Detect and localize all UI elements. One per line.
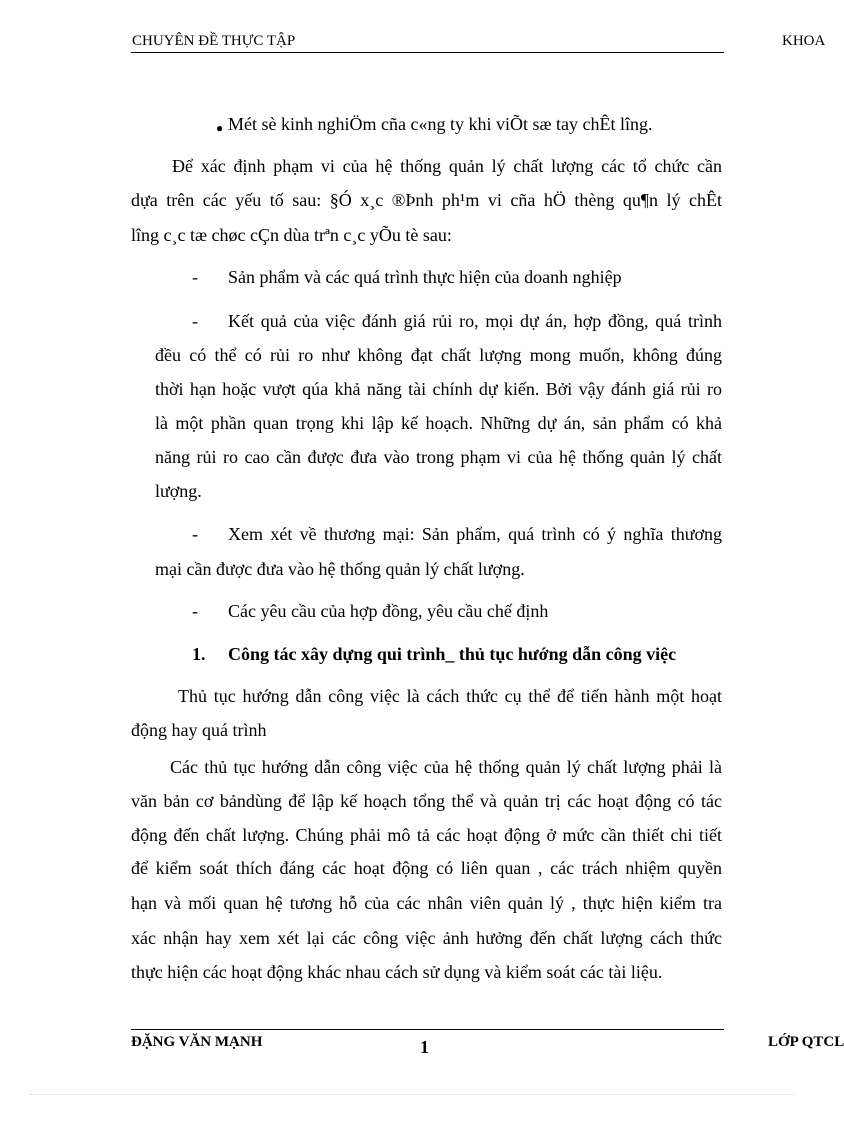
header-title: CHUYÊN ĐỀ THỰC TẬP: [132, 33, 296, 49]
p3-line-2: văn bản cơ bảndùng để lập kế hoạch tổng thể và quản trị các hoạt động có tác: [131, 791, 722, 811]
item3-line-1: Xem xét về thương mại: Sản phẩm, quá trình có ý nghĩa thương: [228, 524, 722, 544]
item2-line-2: đều có thể có rủi ro như không đạt chất lượng mong muốn, không đúng: [155, 345, 722, 365]
item2-line-1: Kết quả của việc đánh giá rủi ro, mọi dự án, hợp đồng, quá trình: [228, 311, 722, 331]
footer-class: LỚP QTCL: [768, 1034, 844, 1050]
footer-author: ĐẶNG VĂN MẠNH: [131, 1034, 263, 1050]
bullet-dot: ●: [216, 121, 224, 135]
section-heading: Công tác xây dựng qui trình_ thủ tục hướng dẫn công việc: [228, 644, 677, 664]
item2-line-5: năng rủi ro cao cần được đưa vào trong phạm vi của hệ thống quản lý chất: [155, 447, 722, 467]
p3-line-7: thực hiện các hoạt động khác nhau cách sử dụng và kiểm soát các tài liệu.: [131, 962, 663, 982]
section-number: 1.: [192, 644, 206, 664]
p1-line-2: dựa trên các yếu tố sau: §Ó x¸c ®Þnh ph¹m vi cña hÖ thèng qu¶n lý chÊt: [131, 190, 722, 210]
item1-text: Sản phẩm và các quá trình thực hiện của doanh nghiệp: [228, 267, 622, 287]
p3-line-3: động đến chất lượng. Chúng phải mô tả các hoạt động ở mức cần thiết chi tiết: [131, 825, 722, 845]
item2-dash: -: [192, 311, 198, 331]
p2-line-1: Thủ tục hướng dẫn công việc là cách thức cụ thể để tiến hành một hoạt: [178, 686, 722, 706]
header-faculty: KHOA: [782, 33, 826, 49]
item3-line-2: mại cần được đưa vào hệ thống quản lý chất lượng.: [155, 559, 525, 579]
p3-line-1: Các thủ tục hướng dẫn công việc của hệ thống quản lý chất lượng phải là: [170, 757, 722, 777]
item2-line-3: thời hạn hoặc vượt qúa khả năng tài chính dự kiến. Bởi vậy đánh giá rủi ro: [155, 379, 722, 399]
item2-line-6: lượng.: [155, 481, 202, 501]
p1-line-3: lîng c¸c tæ chøc cÇn dùa trªn c¸c yÕu tè sau:: [131, 225, 452, 245]
item1-dash: -: [192, 267, 198, 287]
page-edge-dotted-line: [30, 1094, 794, 1095]
p2-line-2: động hay quá trình: [131, 720, 267, 740]
item3-dash: -: [192, 524, 198, 544]
item4-text: Các yêu cầu của hợp đồng, yêu cầu chế định: [228, 601, 549, 621]
footer-rule: [131, 1029, 724, 1030]
header-rule: [131, 52, 724, 53]
p3-line-6: xác nhận hay xem xét lại các công việc ảnh hưởng đến chất lượng cách thức: [131, 928, 722, 948]
item2-line-4: là một phần quan trọng khi lập kế hoạch. Những dự án, sản phẩm có khả: [155, 413, 722, 433]
p1-line-1: Để xác định phạm vi của hệ thống quản lý chất lượng các tổ chức cần: [172, 156, 722, 176]
p3-line-4: để kiểm soát thích đáng các hoạt động có liên quan , các trách nhiệm quyền: [131, 858, 722, 878]
bullet-text: Mét sè kinh nghiÖm cña c«ng ty khi viÕt sæ tay chÊt lîng.: [228, 114, 653, 134]
p3-line-5: hạn và mối quan hệ tương hỗ của các nhân viên quản lý , thực hiện kiểm tra: [131, 893, 722, 913]
item4-dash: -: [192, 601, 198, 621]
page-number: 1: [420, 1037, 429, 1057]
